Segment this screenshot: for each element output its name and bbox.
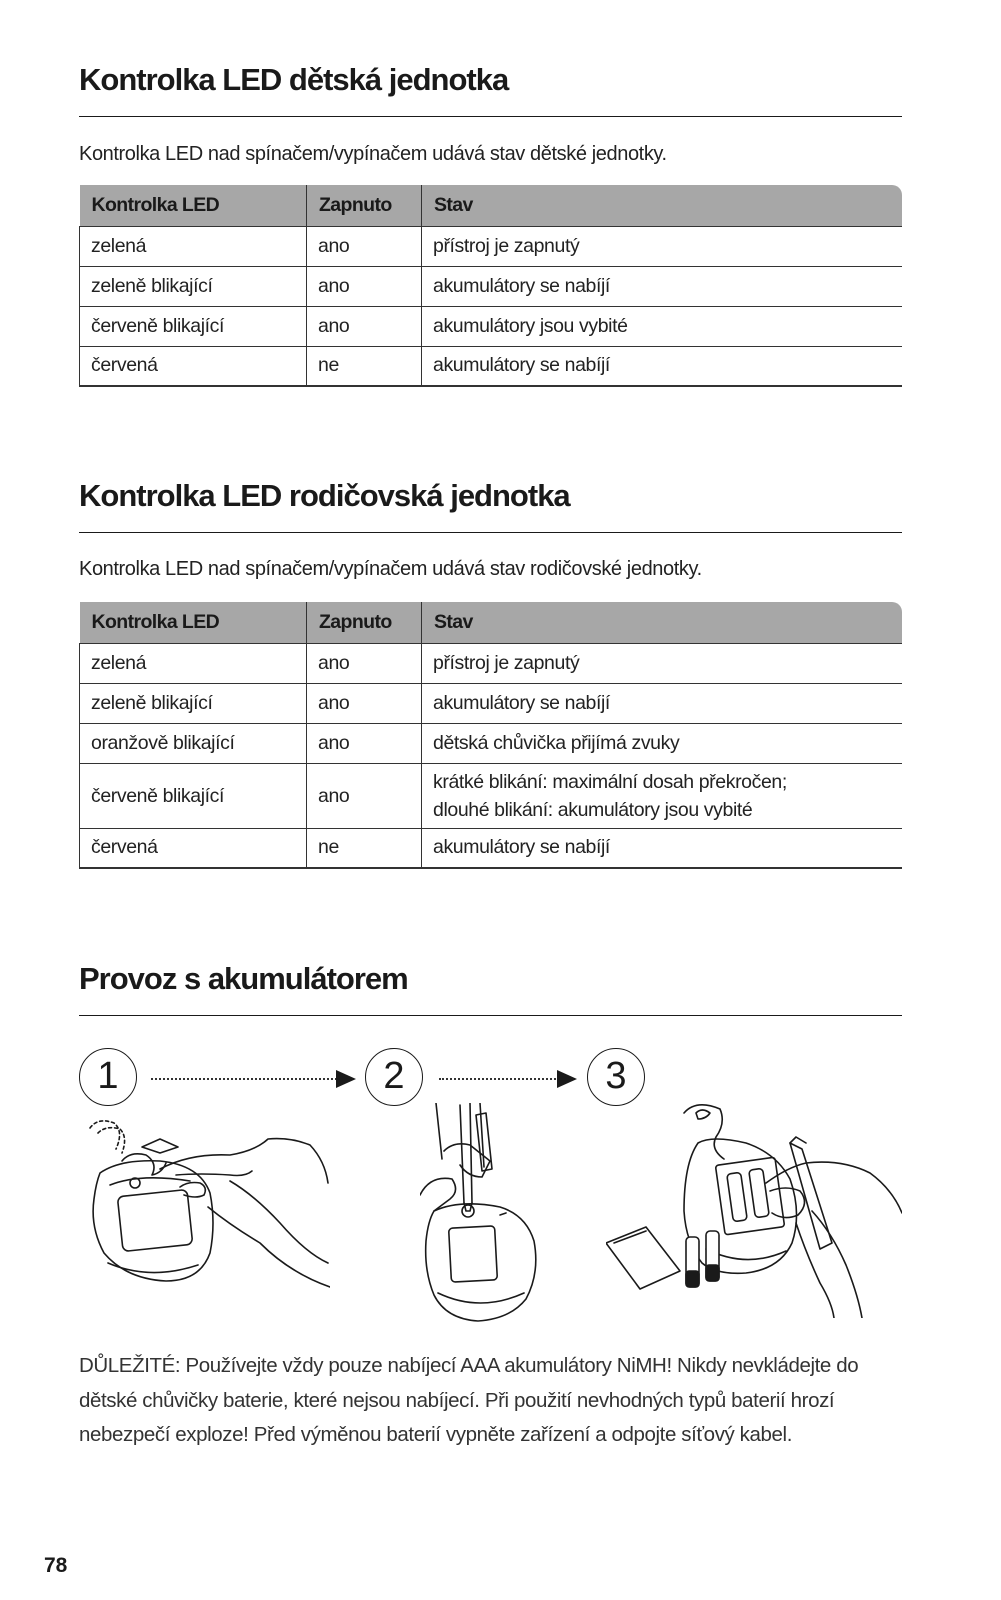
status-cell: akumulátory se nabíjí: [422, 346, 903, 386]
page-number: 78: [44, 1554, 68, 1577]
column-header-status: Stav: [422, 185, 903, 226]
step-number-1: 1: [79, 1048, 137, 1106]
table-row: [80, 266, 903, 306]
led-cell: červená: [80, 828, 307, 868]
status-cell: přístroj je zapnutý: [422, 643, 903, 683]
step-number-2: 2: [365, 1048, 423, 1106]
column-header-on: Zapnuto: [307, 185, 422, 226]
table-row: [80, 346, 903, 386]
table-row: [80, 226, 903, 266]
on-cell: ano: [307, 763, 422, 828]
status-line-2: dlouhé blikání: akumulátory jsou vybité: [433, 798, 753, 821]
section-title-battery: Provoz s akumulátorem: [79, 961, 902, 1016]
on-cell: ne: [307, 828, 422, 868]
status-cell: dětská chůvička přijímá zvuky: [422, 723, 903, 763]
led-cell: červeně blikající: [80, 763, 307, 828]
led-table-child-unit: [79, 185, 902, 387]
led-table-parent-unit: [79, 602, 902, 869]
column-header-led: Kontrolka LED: [80, 602, 307, 643]
table-row: [80, 306, 903, 346]
section-intro-parent-unit: Kontrolka LED nad spínačem/vypínačem udává stav rodičovské jednotky.: [79, 558, 702, 580]
led-cell: zelená: [80, 643, 307, 683]
column-header-status: Stav: [422, 602, 903, 643]
section-intro-child-unit: Kontrolka LED nad spínačem/vypínačem udává stav dětské jednotky.: [79, 143, 667, 165]
table-row: [80, 828, 903, 868]
on-cell: ne: [307, 346, 422, 386]
on-cell: ano: [307, 683, 422, 723]
led-cell: oranžově blikající: [80, 723, 307, 763]
table-row: [80, 643, 903, 683]
screwdriver-illustration: [420, 1103, 550, 1323]
important-note: DŮLEŽITÉ: Používejte vždy pouze nabíjecí AAA akumulátory NiMH! Nikdy nevkládejte do dětské chůvičky baterie, které nejsou nabíjecí. Při použití nevhodných typů baterií hrozí nebezpečí exploze! Před výměnou baterií vypněte zařízení a odpojte síťový kabel.: [79, 1354, 859, 1446]
section-title-child-unit: Kontrolka LED dětská jednotka: [79, 62, 902, 117]
step-number-3: 3: [587, 1048, 645, 1106]
insert-batteries-illustration: [606, 1103, 902, 1318]
led-cell: zeleně blikající: [80, 683, 307, 723]
dotted-connector: [151, 1078, 341, 1080]
status-cell: akumulátory se nabíjí: [422, 828, 903, 868]
column-header-led: Kontrolka LED: [80, 185, 307, 226]
led-cell: zelená: [80, 226, 307, 266]
led-cell: zeleně blikající: [80, 266, 307, 306]
on-cell: ano: [307, 723, 422, 763]
table-header-row: [80, 185, 903, 226]
arrow-right-icon: [557, 1070, 577, 1088]
status-cell: akumulátory se nabíjí: [422, 683, 903, 723]
column-header-on: Zapnuto: [307, 602, 422, 643]
table-row: [80, 763, 903, 828]
open-clip-illustration: [80, 1103, 330, 1298]
table-row: [80, 723, 903, 763]
step-sequence: [79, 1048, 902, 1108]
section-title-parent-unit: Kontrolka LED rodičovská jednotka: [79, 478, 902, 533]
on-cell: ano: [307, 643, 422, 683]
on-cell: ano: [307, 266, 422, 306]
on-cell: ano: [307, 306, 422, 346]
status-cell: akumulátory se nabíjí: [422, 266, 903, 306]
status-cell: [422, 763, 903, 828]
table-header-row: [80, 602, 903, 643]
status-line-1: krátké blikání: maximální dosah překročen;: [433, 770, 787, 793]
table-row: [80, 683, 903, 723]
on-cell: ano: [307, 226, 422, 266]
dotted-connector: [439, 1078, 559, 1080]
status-cell: přístroj je zapnutý: [422, 226, 903, 266]
led-cell: červená: [80, 346, 307, 386]
arrow-right-icon: [336, 1070, 356, 1088]
status-cell: akumulátory jsou vybité: [422, 306, 903, 346]
led-cell: červeně blikající: [80, 306, 307, 346]
